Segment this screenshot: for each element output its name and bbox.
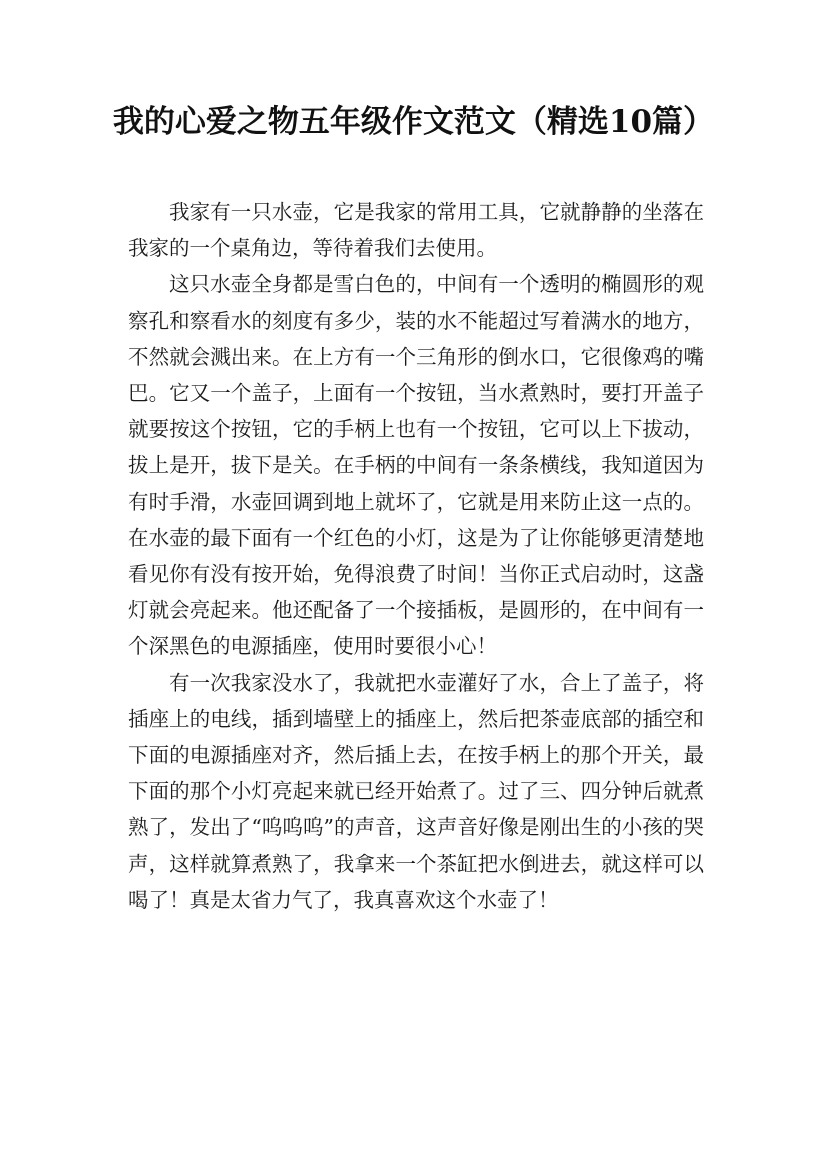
paragraph-1: 我家有一只水壶，它是我家的常用工具，它就静静的坐落在我家的一个桌角边，等待着我们去使用。 [128, 200, 704, 261]
document-title: 我的心爱之物五年级作文范文（精选10篇） [112, 104, 715, 140]
document-body [128, 194, 704, 918]
paragraph-2: 这只水壶全身都是雪白色的，中间有一个透明的椭圆形的观察孔和察看水的刻度有多少，装的水不能超过写着满水的地方，不然就会溅出来。在上方有一个三角形的倒水口，它很像鸡的嘴巴。它又一个盖子，上面有一个按钮，当水煮熟时，要打开盖子就要按这个按钮，它的手柄上也有一个按钮，它可以上下拔动，拔上是开，拔下是关。在手柄的中间有一条条横线，我知道因为有时手滑，水壶回调到地上就坏了，它就是用来防止这一点的。在水壶的最下面有一个红色的小灯，这是为了让你能够更清楚地看见你有没有按开始，免得浪费了时间！当你正式启动时，这盏灯就会亮起来。他还配备了一个接插板，是圆形的，在中间有一个深黑色的电源插座，使用时要很小心！ [128, 272, 704, 659]
paragraph-3: 有一次我家没水了，我就把水壶灌好了水，合上了盖子，将插座上的电线，插到墙壁上的插座上，然后把茶壶底部的插空和下面的电源插座对齐，然后插上去，在按手柄上的那个开关，最下面的那个小灯亮起来就已经开始煮了。过了三、四分钟后就煮熟了，发出了“呜呜呜”的声音，这声音好像是刚出生的小孩的哭声，这样就算煮熟了，我拿来一个茶缸把水倒进去，就这样可以喝了！真是太省力气了，我真喜欢这个水壶了！ [128, 670, 704, 912]
